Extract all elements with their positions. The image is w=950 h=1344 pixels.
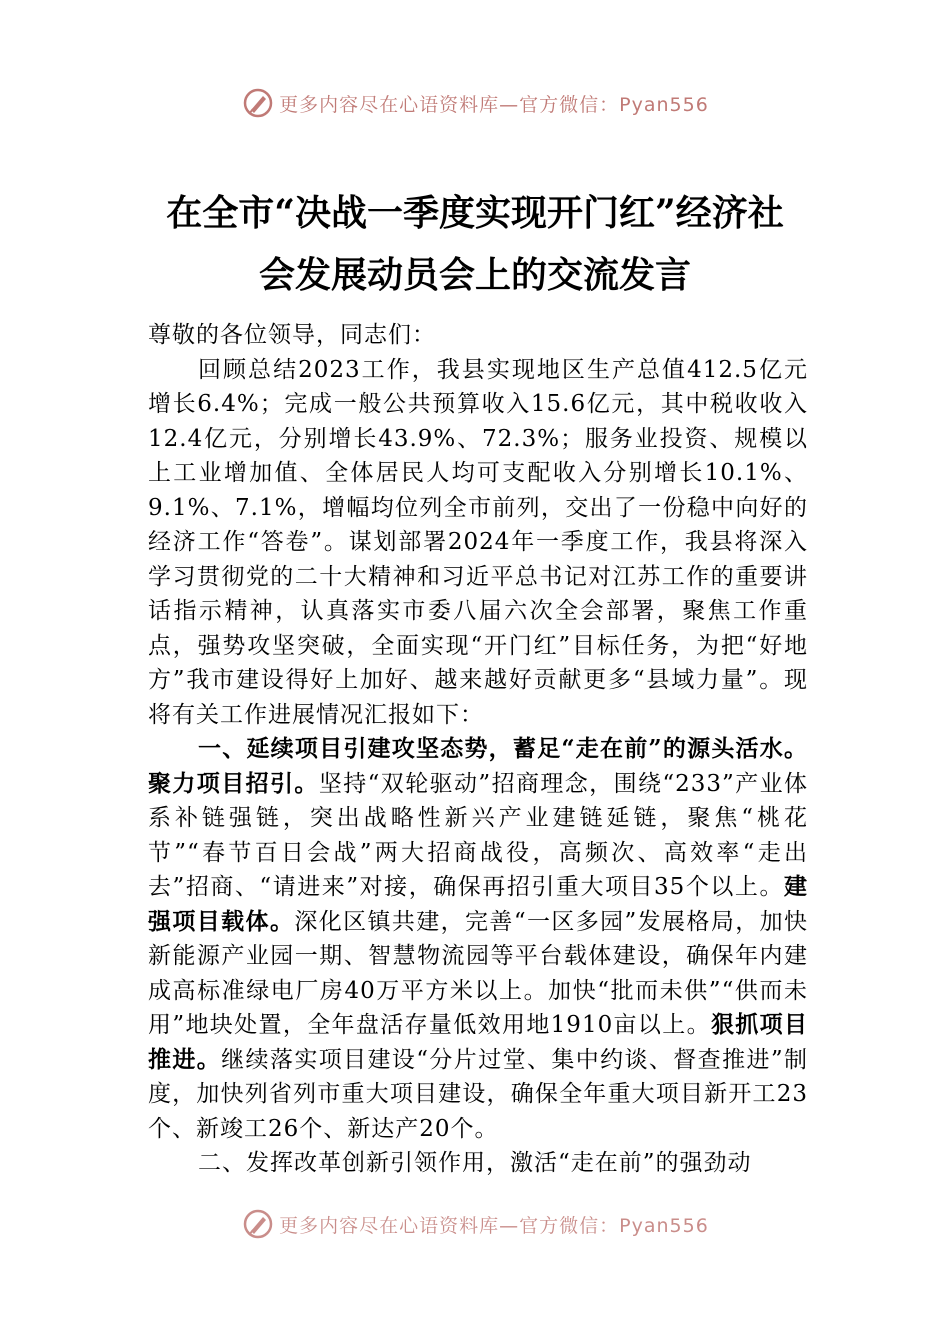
watermark-text: 更多内容尽在心语资料库—官方微信：Pyan556 — [279, 1214, 709, 1237]
section-1-subheading-3: 狠抓项目推进。 — [148, 1011, 808, 1073]
section-1-heading: 一、延续项目引建攻坚态势，蓄足“走在前”的源头活水。 — [198, 735, 808, 762]
pen-nib-icon — [241, 1207, 275, 1241]
section-1 — [148, 732, 808, 1146]
footer-watermark — [0, 1204, 950, 1244]
salutation: 尊敬的各位领导，同志们： — [148, 322, 436, 348]
section-1-subheading-2: 建强项目载体。 — [148, 873, 808, 935]
section-1-text-2: 深化区镇共建，完善“一区多园”发展格局，加快新能源产业园一期、智慧物流园等平台载体建设，确保年内建成高标准绿电厂房40万平方米以上。加快“批而未供”“供而未用”地块处置，全年盘活存量低效用地1910亩以上。 — [148, 908, 808, 1038]
section-2-heading: 二、发挥改革创新引领作用，激活“走在前”的强劲动 — [198, 1150, 752, 1176]
paragraph-review: 回顾总结2023工作，我县实现地区生产总值412.5亿元增长6.4%；完成一般公共预算收入15.6亿元，其中税收收入12.4亿元，分别增长43.9%、72.3%；服务业投资、规模以上工业增加值、全体居民人均可支配收入分别增长10.1%、9.1%、7.1%，增幅均位列全市前列，交出了一份稳中向好的经济工作“答卷”。谋划部署2024年一季度工作，我县将深入学习贯彻党的二十大精神和习近平总书记对江苏工作的重要讲话指示精神，认真落实市委八届六次全会部署，聚焦工作重点，强势攻坚突破，全面实现“开门红”目标任务，为把“好地方”我市建设得好上加好、越来越好贡献更多“县域力量”。现将有关工作进展情况汇报如下： — [148, 356, 808, 728]
title-line-1: 在全市“决战一季度实现开门红”经济社 — [166, 192, 784, 234]
header-watermark — [0, 83, 950, 123]
section-1-text-1: 坚持“双轮驱动”招商理念，围绕“233”产业体系补链强链，突出战略性新兴产业建链延链，聚焦“桃花节”“春节百日会战”两大招商战役，高频次、高效率“走出去”招商、“请进来”对接，确保再招引重大项目35个以上。 — [148, 770, 809, 900]
section-1-text-3: 继续落实项目建设“分片过堂、集中约谈、督查推进”制度，加快列省列市重大项目建设，确保全年重大项目新开工23个、新竣工26个、新达产20个。 — [148, 1046, 808, 1142]
pen-nib-icon — [241, 86, 275, 120]
document-body — [148, 318, 808, 1181]
section-1-subheading-1: 聚力项目招引。 — [148, 769, 319, 797]
watermark-text: 更多内容尽在心语资料库—官方微信：Pyan556 — [279, 93, 709, 116]
title-line-2: 会发展动员会上的交流发言 — [258, 254, 691, 296]
document-title — [110, 182, 840, 306]
